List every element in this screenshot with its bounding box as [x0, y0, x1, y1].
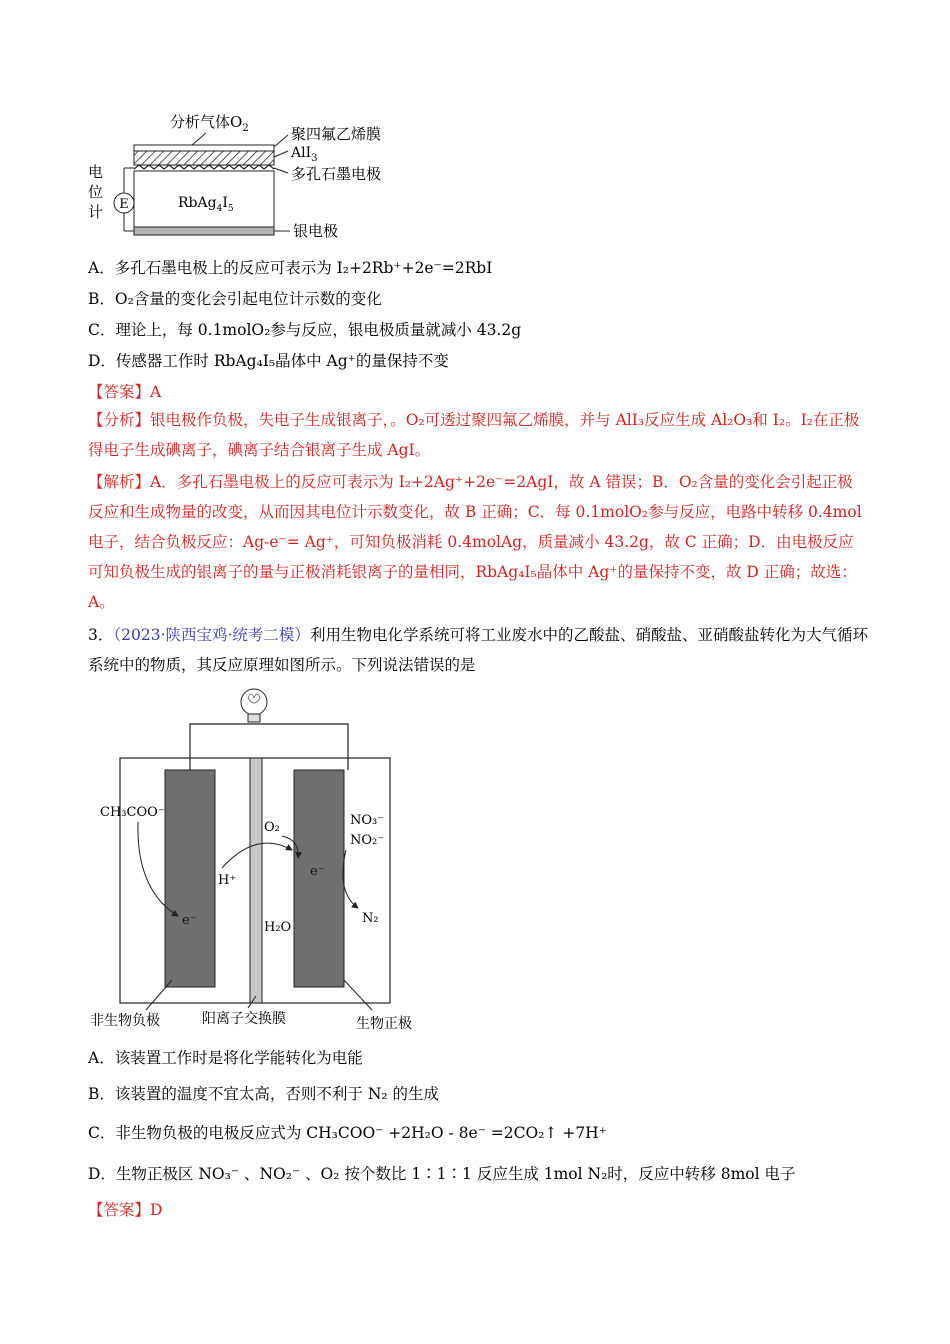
q3-source: （2023·陕西宝鸡·统考二模） [113, 626, 310, 644]
oxygen-label: O₂ [264, 820, 280, 835]
proton-label: H⁺ [218, 873, 237, 888]
nitrogen-label: N₂ [362, 911, 379, 926]
q3-number: 3． [88, 626, 114, 644]
q2-option-a: A．多孔石墨电极上的反应可表示为 I₂+2Rb⁺+2e⁻=2RbI [88, 259, 493, 277]
light-bulb-icon [241, 689, 267, 722]
graphite-label: 多孔石墨电极 [291, 165, 382, 183]
meter-char-3: 计 [88, 203, 104, 221]
meter-symbol: E [119, 197, 129, 212]
silver-electrode [134, 227, 274, 235]
q3-option-d: D．生物正极区 NO₃⁻ 、NO₂⁻ 、O₂ 按个数比 1∶1∶1 反应生成 1mol N₂时，反应中转移 8mol 电子 [88, 1165, 796, 1183]
q3-stem-text: 利用生物电化学系统可将工业废水中的乙酸盐、硝酸盐、亚硝酸盐转化为大气循环系统中的物质，其反应原理如图所示。下列说法错误的是 [88, 626, 868, 674]
q3-answer: 【答案】D [88, 1201, 163, 1219]
q3-option-b: B．该装置的温度不宜太高，否则不利于 N₂ 的生成 [88, 1085, 440, 1103]
membrane-label: 阳离子交换膜 [202, 1011, 286, 1027]
non-bio-anode [165, 770, 215, 987]
cation-exchange-membrane [250, 758, 262, 1003]
bioelectrochemical-cell-diagram [86, 680, 426, 1035]
meter-char-1: 电 [88, 163, 104, 181]
q2-option-c: C．理论上，每 0.1molO₂参与反应，银电极质量就减小 43.2g [88, 321, 522, 339]
q2-option-b: B．O₂含量的变化会引起电位计示数的变化 [88, 290, 382, 308]
all3-layer [134, 151, 274, 165]
ptfe-label: 聚四氟乙烯膜 [291, 125, 382, 143]
q3-stem [88, 620, 868, 680]
cathode-label: 生物正极 [356, 1016, 412, 1032]
graphite-electrode [134, 165, 274, 169]
meter-char-2: 位 [88, 183, 104, 201]
sensor-diagram [82, 105, 412, 245]
q2-explanation: 【解析】A．多孔石墨电极上的反应可表示为 I₂+2Ag⁺+2e⁻=2AgI，故 A 错误；B．O₂含量的变化会引起正极反应和生成物量的改变，从而因其电位计示数变化，故 B 正确；C．每 0.1molO₂参与反应，电路中转移 0.4mol 电子，结合负极反应：Ag-e⁻= Ag⁺，可知负极消耗 0.4molAg，质量减小 43.2g，故 C 正确；D．由电极反应可知负极生成的银离子的量与正极消耗银离子的量相同，RbAg₄I₅晶体中 Ag⁺的量保持不变，故 D 正确；故选：A。 [88, 473, 862, 611]
q2-option-d: D．传感器工作时 RbAg₄I₅晶体中 Ag⁺的量保持不变 [88, 352, 449, 370]
gas-label: 分析气体$O_2$ [170, 113, 249, 134]
crystal-label: $RbAg_4I_5$ [178, 195, 234, 214]
nitrate-label: NO₃⁻ [350, 813, 385, 828]
cathode-electron-label: e⁻ [310, 864, 325, 879]
q3-option-a: A．该装置工作时是将化学能转化为电能 [88, 1049, 363, 1067]
acetate-label: CH₃COO⁻ [100, 805, 165, 820]
silver-label: 银电极 [293, 222, 339, 240]
q3-option-c: C．非生物负极的电极反应式为 CH₃COO⁻ +2H₂O - 8e⁻ =2CO₂↑ +7H⁺ [88, 1124, 607, 1142]
nitrite-label: NO₂⁻ [350, 833, 385, 848]
all3-label: AlI$_3$ [291, 145, 318, 164]
q2-answer: 【答案】A [88, 383, 162, 401]
ptfe-membrane [134, 145, 274, 151]
q2-analysis: 【分析】银电极作负极，失电子生成银离子，。O₂可透过聚四氟乙烯膜，并与 AlI₃反应生成 Al₂O₃和 I₂。I₂在正极得电子生成碘离子，碘离子结合银离子生成 AgI。 [88, 411, 860, 459]
anode-electron-label: e⁻ [182, 913, 197, 928]
anode-label: 非生物负极 [90, 1013, 160, 1029]
water-label: H₂O [264, 920, 292, 935]
